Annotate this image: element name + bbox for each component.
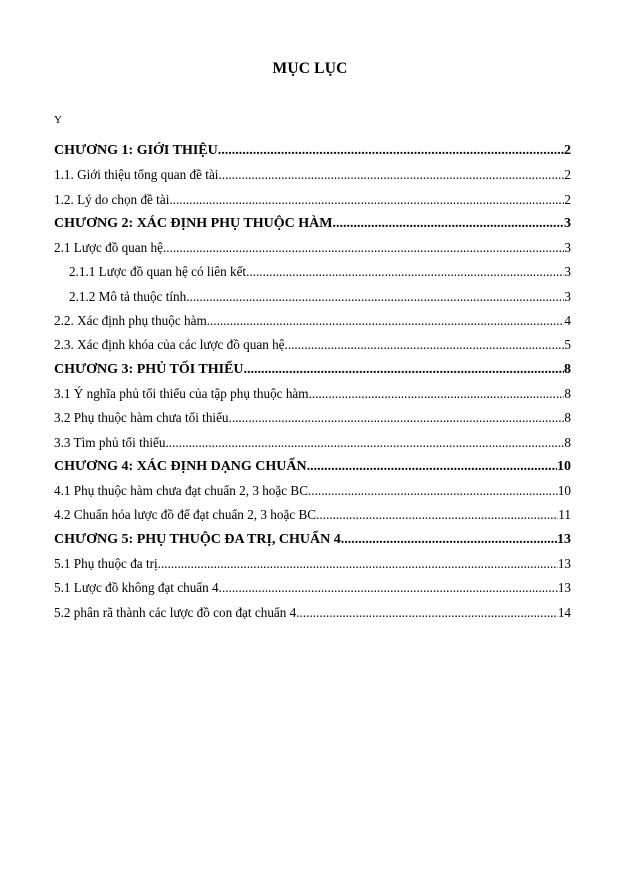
- toc-entry-label: 4.1 Phụ thuộc hàm chưa đạt chuẩn 2, 3 hoặc BC: [54, 483, 308, 499]
- toc-section-entry[interactable]: [54, 309, 571, 333]
- toc-entry-label: CHƯƠNG 4: XÁC ĐỊNH DẠNG CHUẨN: [54, 458, 307, 474]
- toc-entry-label: 1.1. Giới thiệu tổng quan đề tài: [54, 167, 219, 183]
- toc-chapter-entry[interactable]: [54, 528, 571, 552]
- table-of-contents: [54, 139, 571, 625]
- toc-section-entry[interactable]: [54, 333, 571, 357]
- toc-entry-label: 2.1 Lược đồ quan hệ: [54, 240, 163, 256]
- toc-entry-label: 3.1 Ý nghĩa phủ tối thiểu của tập phụ thuộc hàm: [54, 385, 309, 401]
- toc-dot-leader: [309, 382, 565, 406]
- toc-entry-label: 5.1 Lược đồ không đạt chuẩn 4: [54, 580, 219, 596]
- toc-section-entry[interactable]: [54, 576, 571, 600]
- toc-dot-leader: [218, 163, 564, 187]
- toc-page-number: 4: [564, 313, 571, 329]
- toc-section-entry[interactable]: [54, 260, 571, 284]
- toc-dot-leader: [244, 358, 564, 382]
- toc-section-entry[interactable]: [54, 406, 571, 430]
- toc-entry-label: 3.2 Phụ thuộc hàm chưa tối thiểu: [54, 410, 229, 426]
- toc-dot-leader: [341, 528, 557, 552]
- toc-dot-leader: [285, 333, 565, 357]
- toc-page-number: 10: [557, 458, 571, 474]
- toc-chapter-entry[interactable]: [54, 358, 571, 382]
- toc-entry-label: 2.3. Xác định khóa của các lược đồ quan hệ: [54, 337, 285, 353]
- toc-dot-leader: [316, 503, 558, 527]
- toc-page-number: 2: [564, 191, 571, 207]
- page-title: MỤC LỤC: [272, 60, 348, 77]
- toc-entry-label: CHƯƠNG 5: PHỤ THUỘC ĐA TRỊ, CHUẨN 4: [54, 531, 341, 547]
- toc-section-entry[interactable]: [54, 236, 571, 260]
- toc-page-number: 13: [557, 531, 571, 547]
- toc-section-entry[interactable]: [54, 503, 571, 527]
- toc-page-number: 13: [557, 580, 571, 596]
- toc-dot-leader: [158, 552, 558, 576]
- toc-page-number: 11: [558, 507, 571, 523]
- toc-dot-leader: [308, 479, 558, 503]
- toc-section-entry[interactable]: [54, 188, 571, 212]
- toc-section-entry[interactable]: [54, 163, 571, 187]
- toc-page-number: 14: [557, 604, 571, 620]
- toc-entry-label: 1.2. Lý do chọn đề tài: [54, 191, 170, 207]
- toc-page-number: 3: [564, 264, 571, 280]
- toc-dot-leader: [169, 188, 564, 212]
- toc-dot-leader: [229, 406, 565, 430]
- toc-page-number: 3: [564, 288, 571, 304]
- toc-section-entry[interactable]: [54, 431, 571, 455]
- toc-dot-leader: [163, 236, 564, 260]
- toc-entry-label: 2.1.1 Lược đồ quan hệ có liên kết: [69, 264, 247, 280]
- toc-chapter-entry[interactable]: [54, 139, 571, 163]
- toc-entry-label: 5.2 phân rã thành các lược đồ con đạt chuẩn 4: [54, 604, 297, 620]
- toc-chapter-entry[interactable]: [54, 212, 571, 236]
- toc-page-number: 8: [564, 361, 571, 377]
- toc-dot-leader: [218, 139, 564, 163]
- toc-dot-leader: [219, 576, 558, 600]
- toc-page-number: 2: [564, 167, 571, 183]
- toc-page-number: 13: [557, 556, 571, 572]
- toc-entry-label: 5.1 Phụ thuộc đa trị: [54, 556, 158, 572]
- toc-page-number: 3: [564, 240, 571, 256]
- toc-dot-leader: [186, 285, 564, 309]
- toc-dot-leader: [332, 212, 564, 236]
- toc-section-entry[interactable]: [54, 601, 571, 625]
- toc-entry-label: CHƯƠNG 1: GIỚI THIỆU: [54, 143, 218, 158]
- toc-entry-label: CHƯƠNG 2: XÁC ĐỊNH PHỤ THUỘC HÀM: [54, 215, 333, 231]
- toc-dot-leader: [296, 601, 558, 625]
- toc-page-number: 5: [564, 337, 571, 353]
- toc-entry-label: CHƯƠNG 3: PHỦ TỐI THIỂU: [54, 361, 244, 377]
- toc-entry-label: 3.3 Tìm phủ tối thiểu: [54, 434, 166, 450]
- toc-section-entry[interactable]: [54, 552, 571, 576]
- toc-dot-leader: [246, 260, 564, 284]
- toc-section-entry[interactable]: [54, 285, 571, 309]
- toc-chapter-entry[interactable]: [54, 455, 571, 479]
- toc-page-number: 3: [564, 215, 571, 231]
- toc-entry-label: 2.2. Xác định phụ thuộc hàm: [54, 313, 207, 329]
- toc-dot-leader: [165, 431, 564, 455]
- toc-page-number: 10: [557, 483, 571, 499]
- toc-dot-leader: [207, 309, 565, 333]
- toc-entry-label: 2.1.2 Mô tả thuộc tính: [69, 288, 187, 304]
- toc-page-number: 2: [564, 143, 571, 158]
- toc-section-entry[interactable]: [54, 382, 571, 406]
- toc-entry-label: 4.2 Chuẩn hóa lược đồ để đạt chuẩn 2, 3 hoặc BC: [54, 507, 317, 523]
- toc-page-number: 8: [564, 410, 571, 426]
- toc-page-number: 8: [564, 434, 571, 450]
- toc-page-number: 8: [564, 385, 571, 401]
- toc-dot-leader: [307, 455, 557, 479]
- stray-mark: Y: [54, 114, 62, 126]
- toc-section-entry[interactable]: [54, 479, 571, 503]
